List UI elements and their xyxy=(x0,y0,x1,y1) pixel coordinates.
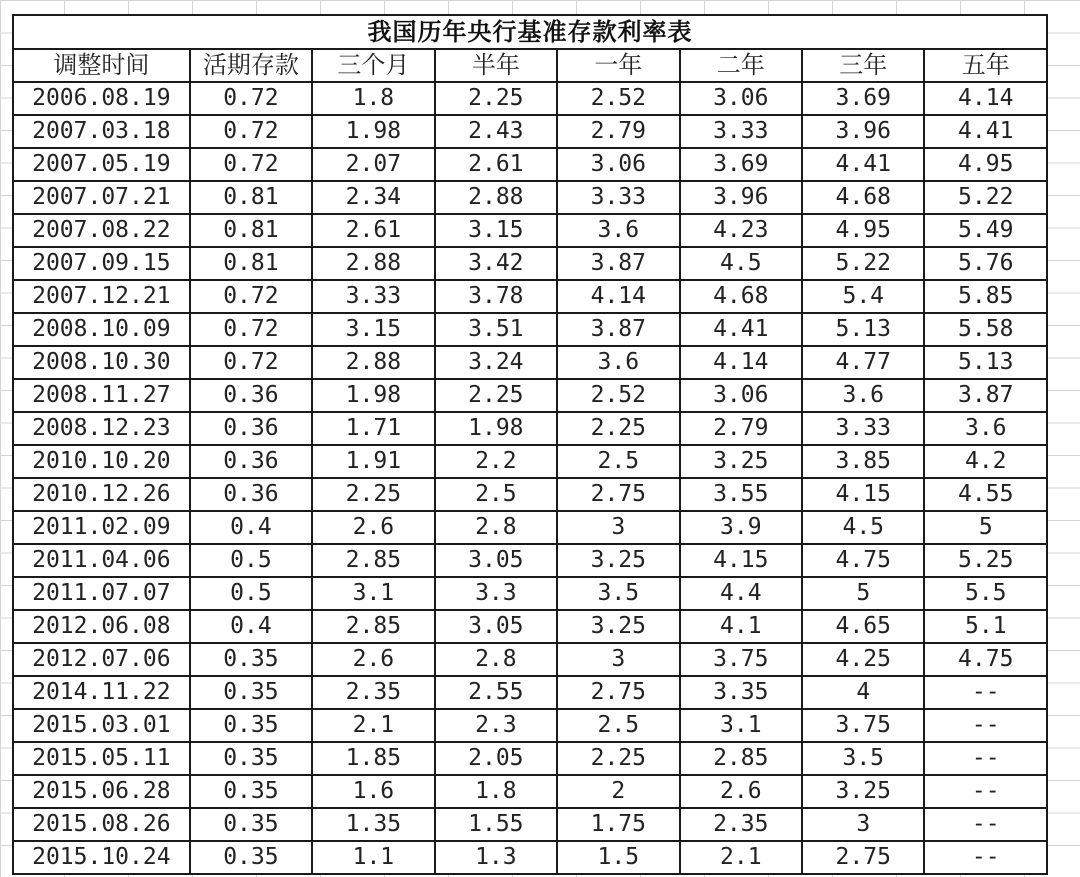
date-cell[interactable]: 2015.03.01 xyxy=(13,709,190,742)
rate-cell[interactable]: 2.5 xyxy=(557,445,679,478)
rate-cell[interactable]: 3.42 xyxy=(435,247,557,280)
rate-cell[interactable]: 5.85 xyxy=(924,280,1047,313)
rate-cell[interactable]: 4.41 xyxy=(924,115,1047,148)
rate-cell[interactable]: 2.52 xyxy=(557,379,679,412)
table-row xyxy=(13,775,1047,808)
header-one-year[interactable]: 一年 xyxy=(557,49,679,82)
rate-cell[interactable]: 2.3 xyxy=(435,709,557,742)
rate-cell[interactable]: 1.35 xyxy=(312,808,434,841)
header-three-year[interactable]: 三年 xyxy=(802,49,924,82)
rate-cell[interactable]: 2.88 xyxy=(312,247,434,280)
rate-cell[interactable]: 0.4 xyxy=(190,511,312,544)
rate-cell[interactable]: 4.14 xyxy=(680,346,802,379)
table-container xyxy=(12,14,1048,875)
header-row xyxy=(13,49,1047,82)
rate-cell[interactable]: 3.25 xyxy=(557,544,679,577)
rate-cell[interactable]: 0.72 xyxy=(190,82,312,115)
rate-cell[interactable]: 5 xyxy=(802,577,924,610)
table-row xyxy=(13,445,1047,478)
rate-cell[interactable]: 4.75 xyxy=(802,544,924,577)
table-row xyxy=(13,511,1047,544)
rate-cell[interactable]: 0.35 xyxy=(190,775,312,808)
rate-cell[interactable]: 0.72 xyxy=(190,148,312,181)
rate-cell[interactable]: 3.96 xyxy=(680,181,802,214)
date-cell[interactable]: 2008.12.23 xyxy=(13,412,190,445)
rate-cell[interactable]: 3.51 xyxy=(435,313,557,346)
rate-cell[interactable]: 3.75 xyxy=(802,709,924,742)
rate-cell[interactable]: 4.95 xyxy=(924,148,1047,181)
rate-cell[interactable]: 1.98 xyxy=(435,412,557,445)
rate-cell[interactable]: 4 xyxy=(802,676,924,709)
date-cell[interactable]: 2015.05.11 xyxy=(13,742,190,775)
table-row xyxy=(13,808,1047,841)
rate-cell[interactable]: 2.5 xyxy=(557,709,679,742)
rate-cell[interactable]: 1.3 xyxy=(435,841,557,874)
rate-cell[interactable]: 4.95 xyxy=(802,214,924,247)
rate-cell[interactable]: 2.61 xyxy=(312,214,434,247)
table-body xyxy=(13,82,1047,874)
rate-cell[interactable]: 2.25 xyxy=(435,379,557,412)
rate-cell[interactable]: 2.5 xyxy=(435,478,557,511)
rate-cell[interactable]: 2.85 xyxy=(312,610,434,643)
rate-cell[interactable]: -- xyxy=(924,709,1047,742)
deposit-rate-table xyxy=(12,14,1048,875)
rate-cell[interactable]: 4.15 xyxy=(680,544,802,577)
rate-cell[interactable]: 5.4 xyxy=(802,280,924,313)
table-row xyxy=(13,643,1047,676)
rate-cell[interactable]: 3.6 xyxy=(557,214,679,247)
rate-cell[interactable]: 3.06 xyxy=(680,82,802,115)
rate-cell[interactable]: 5.13 xyxy=(802,313,924,346)
rate-cell[interactable]: 3.5 xyxy=(557,577,679,610)
table-row xyxy=(13,577,1047,610)
rate-cell[interactable]: 4.15 xyxy=(802,478,924,511)
rate-cell[interactable]: 0.81 xyxy=(190,214,312,247)
rate-cell[interactable]: 1.98 xyxy=(312,115,434,148)
rate-cell[interactable]: 2.34 xyxy=(312,181,434,214)
rate-cell[interactable]: 4.41 xyxy=(802,148,924,181)
rate-cell[interactable]: 5.1 xyxy=(924,610,1047,643)
rate-cell[interactable]: 2.88 xyxy=(312,346,434,379)
date-cell[interactable]: 2008.11.27 xyxy=(13,379,190,412)
rate-cell[interactable]: 4.65 xyxy=(802,610,924,643)
header-half-year[interactable]: 半年 xyxy=(435,49,557,82)
rate-cell[interactable]: 3.78 xyxy=(435,280,557,313)
date-cell[interactable]: 2012.06.08 xyxy=(13,610,190,643)
table-row xyxy=(13,610,1047,643)
rate-cell[interactable]: 3.15 xyxy=(435,214,557,247)
rate-cell[interactable]: 3.96 xyxy=(802,115,924,148)
rate-cell[interactable]: 3.1 xyxy=(680,709,802,742)
rate-cell[interactable]: 0.81 xyxy=(190,181,312,214)
rate-cell[interactable]: 5.22 xyxy=(924,181,1047,214)
date-cell[interactable]: 2014.11.22 xyxy=(13,676,190,709)
table-row xyxy=(13,313,1047,346)
date-cell[interactable]: 2007.08.22 xyxy=(13,214,190,247)
rate-cell[interactable]: 2.8 xyxy=(435,643,557,676)
rate-cell[interactable]: 4.23 xyxy=(680,214,802,247)
rate-cell[interactable]: -- xyxy=(924,841,1047,874)
header-demand-deposit[interactable]: 活期存款 xyxy=(190,49,312,82)
rate-cell[interactable]: 3.87 xyxy=(924,379,1047,412)
rate-cell[interactable]: 3.15 xyxy=(312,313,434,346)
title-row xyxy=(13,15,1047,49)
rate-cell[interactable]: 5.22 xyxy=(802,247,924,280)
rate-cell[interactable]: 3.06 xyxy=(557,148,679,181)
rate-cell[interactable]: 2.75 xyxy=(557,478,679,511)
rate-cell[interactable]: 4.1 xyxy=(680,610,802,643)
rate-cell[interactable]: 2.79 xyxy=(680,412,802,445)
rate-cell[interactable]: 0.35 xyxy=(190,841,312,874)
rate-cell[interactable]: 0.35 xyxy=(190,643,312,676)
rate-cell[interactable]: 2.25 xyxy=(435,82,557,115)
rate-cell[interactable]: 2.25 xyxy=(312,478,434,511)
rate-cell[interactable]: -- xyxy=(924,808,1047,841)
date-cell[interactable]: 2007.09.15 xyxy=(13,247,190,280)
rate-cell[interactable]: 0.5 xyxy=(190,544,312,577)
rate-cell[interactable]: 3.6 xyxy=(557,346,679,379)
rate-cell[interactable]: 2.35 xyxy=(312,676,434,709)
rate-cell[interactable]: 1.91 xyxy=(312,445,434,478)
rate-cell[interactable]: 1.5 xyxy=(557,841,679,874)
date-cell[interactable]: 2007.05.19 xyxy=(13,148,190,181)
header-adjust-date[interactable]: 调整时间 xyxy=(13,49,190,82)
table-row xyxy=(13,115,1047,148)
rate-cell[interactable]: 0.35 xyxy=(190,742,312,775)
rate-cell[interactable]: 3 xyxy=(557,511,679,544)
rate-cell[interactable]: 5.13 xyxy=(924,346,1047,379)
header-two-year[interactable]: 二年 xyxy=(680,49,802,82)
rate-cell[interactable]: 0.36 xyxy=(190,412,312,445)
rate-cell[interactable]: 3.35 xyxy=(680,676,802,709)
rate-cell[interactable]: 1.1 xyxy=(312,841,434,874)
rate-cell[interactable]: 5.58 xyxy=(924,313,1047,346)
rate-cell[interactable]: 3.25 xyxy=(557,610,679,643)
rate-cell[interactable]: 5.5 xyxy=(924,577,1047,610)
rate-cell[interactable]: 2.85 xyxy=(312,544,434,577)
rate-cell[interactable]: 3.87 xyxy=(557,313,679,346)
rate-cell[interactable]: 0.36 xyxy=(190,445,312,478)
header-five-year[interactable]: 五年 xyxy=(924,49,1047,82)
rate-cell[interactable]: 2.6 xyxy=(312,511,434,544)
rate-cell[interactable]: 4.68 xyxy=(802,181,924,214)
rate-cell[interactable]: 3.24 xyxy=(435,346,557,379)
rate-cell[interactable]: 3.85 xyxy=(802,445,924,478)
rate-cell[interactable]: 2.35 xyxy=(680,808,802,841)
rate-cell[interactable]: 1.8 xyxy=(312,82,434,115)
rate-cell[interactable]: -- xyxy=(924,742,1047,775)
rate-cell[interactable]: 0.4 xyxy=(190,610,312,643)
rate-cell[interactable]: 4.5 xyxy=(680,247,802,280)
rate-cell[interactable]: 4.55 xyxy=(924,478,1047,511)
rate-cell[interactable]: 4.75 xyxy=(924,643,1047,676)
rate-cell[interactable]: 0.72 xyxy=(190,280,312,313)
rate-cell[interactable]: 3.55 xyxy=(680,478,802,511)
table-row xyxy=(13,214,1047,247)
table-row xyxy=(13,676,1047,709)
date-cell[interactable]: 2006.08.19 xyxy=(13,82,190,115)
rate-cell[interactable]: 2.2 xyxy=(435,445,557,478)
rate-cell[interactable]: 3 xyxy=(557,643,679,676)
rate-cell[interactable]: 3.1 xyxy=(312,577,434,610)
rate-cell[interactable]: 2.55 xyxy=(435,676,557,709)
rate-cell[interactable]: 4.68 xyxy=(680,280,802,313)
rate-cell[interactable]: 4.2 xyxy=(924,445,1047,478)
date-cell[interactable]: 2008.10.30 xyxy=(13,346,190,379)
rate-cell[interactable]: 4.25 xyxy=(802,643,924,676)
rate-cell[interactable]: 3.33 xyxy=(680,115,802,148)
rate-cell[interactable]: 2.07 xyxy=(312,148,434,181)
rate-cell[interactable]: 3.33 xyxy=(312,280,434,313)
rate-cell[interactable]: 0.35 xyxy=(190,808,312,841)
rate-cell[interactable]: 4.4 xyxy=(680,577,802,610)
date-cell[interactable]: 2011.02.09 xyxy=(13,511,190,544)
rate-cell[interactable]: 5.49 xyxy=(924,214,1047,247)
rate-cell[interactable]: 2.79 xyxy=(557,115,679,148)
rate-cell[interactable]: 2.6 xyxy=(312,643,434,676)
rate-cell[interactable]: 3.6 xyxy=(802,379,924,412)
date-cell[interactable]: 2010.12.26 xyxy=(13,478,190,511)
table-row xyxy=(13,544,1047,577)
rate-cell[interactable]: 2.6 xyxy=(680,775,802,808)
date-cell[interactable]: 2007.03.18 xyxy=(13,115,190,148)
date-cell[interactable]: 2011.07.07 xyxy=(13,577,190,610)
table-row xyxy=(13,82,1047,115)
rate-cell[interactable]: 2.8 xyxy=(435,511,557,544)
table-row xyxy=(13,280,1047,313)
table-row xyxy=(13,709,1047,742)
rate-cell[interactable]: 1.98 xyxy=(312,379,434,412)
rate-cell[interactable]: 5.76 xyxy=(924,247,1047,280)
rate-cell[interactable]: 3.75 xyxy=(680,643,802,676)
rate-cell[interactable]: 3.9 xyxy=(680,511,802,544)
rate-cell[interactable]: 0.72 xyxy=(190,346,312,379)
date-cell[interactable]: 2007.07.21 xyxy=(13,181,190,214)
rate-cell[interactable]: 1.6 xyxy=(312,775,434,808)
table-row xyxy=(13,181,1047,214)
rate-cell[interactable]: 4.14 xyxy=(924,82,1047,115)
rate-cell[interactable]: 3.69 xyxy=(802,82,924,115)
rate-cell[interactable]: 0.81 xyxy=(190,247,312,280)
rate-cell[interactable]: 2.75 xyxy=(802,841,924,874)
date-cell[interactable]: 2007.12.21 xyxy=(13,280,190,313)
rate-cell[interactable]: 4.5 xyxy=(802,511,924,544)
table-row xyxy=(13,841,1047,874)
date-cell[interactable]: 2015.08.26 xyxy=(13,808,190,841)
header-three-month[interactable]: 三个月 xyxy=(312,49,434,82)
date-cell[interactable]: 2008.10.09 xyxy=(13,313,190,346)
rate-cell[interactable]: 2.88 xyxy=(435,181,557,214)
rate-cell[interactable]: 2.25 xyxy=(557,742,679,775)
rate-cell[interactable]: 0.72 xyxy=(190,115,312,148)
rate-cell[interactable]: 1.75 xyxy=(557,808,679,841)
rate-cell[interactable]: 2.25 xyxy=(557,412,679,445)
rate-cell[interactable]: 2.1 xyxy=(680,841,802,874)
rate-cell[interactable]: 1.8 xyxy=(435,775,557,808)
rate-cell[interactable]: 3.87 xyxy=(557,247,679,280)
rate-cell[interactable]: 3.3 xyxy=(435,577,557,610)
table-row xyxy=(13,478,1047,511)
table-row xyxy=(13,346,1047,379)
rate-cell[interactable]: 3.33 xyxy=(802,412,924,445)
table-row xyxy=(13,742,1047,775)
rate-cell[interactable]: 2.1 xyxy=(312,709,434,742)
rate-cell[interactable]: 1.55 xyxy=(435,808,557,841)
table-row xyxy=(13,379,1047,412)
date-cell[interactable]: 2011.04.06 xyxy=(13,544,190,577)
rate-cell[interactable]: 4.41 xyxy=(680,313,802,346)
rate-cell[interactable]: 5 xyxy=(924,511,1047,544)
rate-cell[interactable]: 3.05 xyxy=(435,610,557,643)
rate-cell[interactable]: 2.05 xyxy=(435,742,557,775)
rate-cell[interactable]: 2.75 xyxy=(557,676,679,709)
rate-cell[interactable]: 0.72 xyxy=(190,313,312,346)
rate-cell[interactable]: 3.5 xyxy=(802,742,924,775)
rate-cell[interactable]: 0.5 xyxy=(190,577,312,610)
rate-cell[interactable]: 0.36 xyxy=(190,478,312,511)
table-row xyxy=(13,247,1047,280)
date-cell[interactable]: 2010.10.20 xyxy=(13,445,190,478)
rate-cell[interactable]: -- xyxy=(924,775,1047,808)
rate-cell[interactable]: 0.36 xyxy=(190,379,312,412)
date-cell[interactable]: 2015.06.28 xyxy=(13,775,190,808)
rate-cell[interactable]: 2.85 xyxy=(680,742,802,775)
rate-cell[interactable]: 3.6 xyxy=(924,412,1047,445)
table-row xyxy=(13,412,1047,445)
rate-cell[interactable]: 4.77 xyxy=(802,346,924,379)
rate-cell[interactable]: 2.61 xyxy=(435,148,557,181)
rate-cell[interactable]: 3.69 xyxy=(680,148,802,181)
rate-cell[interactable]: 0.35 xyxy=(190,676,312,709)
rate-cell[interactable]: 4.14 xyxy=(557,280,679,313)
rate-cell[interactable]: 3.25 xyxy=(680,445,802,478)
rate-cell[interactable]: 0.35 xyxy=(190,709,312,742)
rate-cell[interactable]: 3.25 xyxy=(802,775,924,808)
rate-cell[interactable]: 1.71 xyxy=(312,412,434,445)
date-cell[interactable]: 2012.07.06 xyxy=(13,643,190,676)
table-row xyxy=(13,148,1047,181)
rate-cell[interactable]: 3.33 xyxy=(557,181,679,214)
date-cell[interactable]: 2015.10.24 xyxy=(13,841,190,874)
rate-cell[interactable]: 3 xyxy=(802,808,924,841)
table-title[interactable]: 我国历年央行基准存款利率表 xyxy=(13,15,1047,49)
rate-cell[interactable]: 5.25 xyxy=(924,544,1047,577)
rate-cell[interactable]: 3.06 xyxy=(680,379,802,412)
rate-cell[interactable]: 3.05 xyxy=(435,544,557,577)
rate-cell[interactable]: 2 xyxy=(557,775,679,808)
rate-cell[interactable]: 2.43 xyxy=(435,115,557,148)
rate-cell[interactable]: 1.85 xyxy=(312,742,434,775)
rate-cell[interactable]: 2.52 xyxy=(557,82,679,115)
rate-cell[interactable]: -- xyxy=(924,676,1047,709)
